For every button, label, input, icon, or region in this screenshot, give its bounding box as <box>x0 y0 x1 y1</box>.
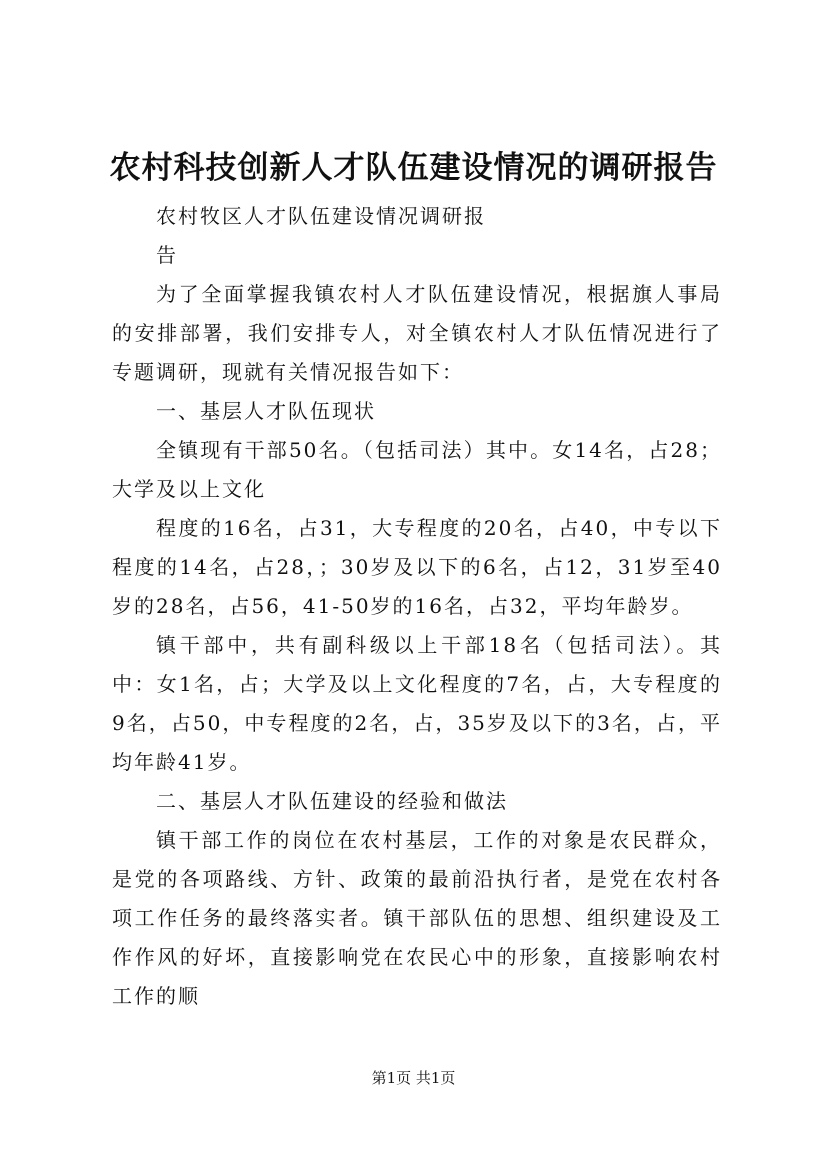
body-paragraph: 农村牧区人才队伍建设情况调研报 <box>156 204 486 228</box>
document-title: 农村科技创新人才队伍建设情况的调研报告 <box>109 150 718 186</box>
document-body <box>112 197 722 1016</box>
body-paragraph: 镇干部工作的岗位在农村基层，工作的对象是农民群众，是党的各项路线、方针、政策的最前沿执行者，是党在农村各项工作任务的最终落实者。镇干部队伍的思想、组织建设及工作作风的好坏，直接影响党在农民心中的形象，直接影响农村工作的顺 <box>112 828 722 1008</box>
page-footer: 第1页 共1页 <box>371 1069 456 1087</box>
body-paragraph: 二、基层人才队伍建设的经验和做法 <box>156 789 508 813</box>
body-paragraph: 程度的16名，占31，大专程度的20名，占40，中专以下程度的14名，占28，；30岁及以下的6名，占12，31岁至40岁的28名，占56，41-50岁的16名，占32，平均年龄岁。 <box>112 516 722 618</box>
body-paragraph: 为了全面掌握我镇农村人才队伍建设情况，根据旗人事局的安排部署，我们安排专人，对全镇农村人才队伍情况进行了专题调研，现就有关情况报告如下： <box>112 282 722 384</box>
body-paragraph: 全镇现有干部50名。（包括司法）其中。女14名，占28；大学及以上文化 <box>112 438 722 501</box>
body-paragraph: 告 <box>156 243 178 267</box>
body-paragraph: 一、基层人才队伍现状 <box>156 399 376 423</box>
body-paragraph: 镇干部中，共有副科级以上干部18名（包括司法）。其中：女1名，占；大学及以上文化程度的7名，占，大专程度的9名，占50，中专程度的2名，占，35岁及以下的3名，占，平均年龄41岁。 <box>112 633 722 774</box>
